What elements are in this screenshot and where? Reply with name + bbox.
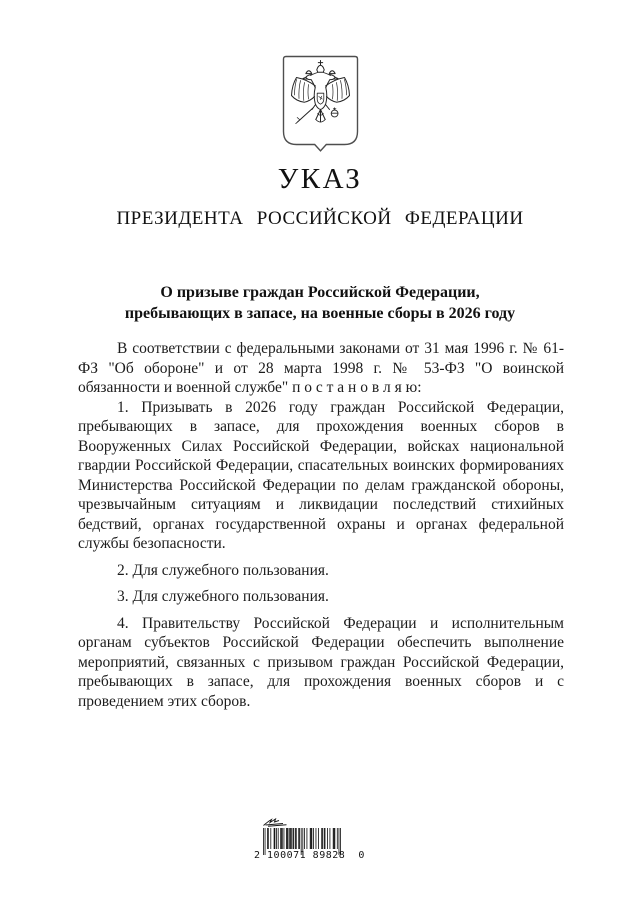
document-title: УКАЗ <box>277 163 363 195</box>
paragraph-preamble: В соответствии с федеральными законами от 31 мая 1996 г. № 61-ФЗ "Об обороне" и от 28 марта 1998 г. № 53-ФЗ "О воинской обязанности и военной службе" п о с т а н о в л я ю: <box>78 340 564 396</box>
document-subject <box>0 282 640 324</box>
publication-barcode <box>254 816 365 861</box>
russian-coat-of-arms-icon <box>282 55 359 152</box>
emblem-frame <box>284 57 358 151</box>
double-headed-eagle <box>292 61 350 124</box>
document-issuer: ПРЕЗИДЕНТА РОССИЙСКОЙ ФЕДЕРАЦИИ <box>116 208 524 229</box>
paragraph-item-4: 4. Правительству Российской Федерации и исполнительным органам субъектов Российской Федерации обеспечить выполнение мероприятий, связанных с призывом граждан Российской Федерации, пребывающих в запасе, для прохождения военных сборов и с проведением этих сборов. <box>78 614 564 710</box>
scribble-mark-icon <box>262 816 288 827</box>
paragraph-item-2: 2. Для служебного пользования. <box>117 561 329 579</box>
document-body <box>78 339 564 711</box>
barcode-digits: 2 100071 89828 0 <box>254 850 365 861</box>
subject-line-1: О призыве граждан Российской Федерации, <box>160 284 480 301</box>
russian-coat-of-arms-emblem <box>282 55 359 152</box>
subject-line-2: пребывающих в запасе, на военные сборы в 2026 году <box>124 305 516 322</box>
paragraph-item-3: 3. Для служебного пользования. <box>117 588 329 605</box>
paragraph-item-1: 1. Призывать в 2026 году граждан Российской Федерации, пребывающих в запасе, для прохождения военных сборов в Вооруженных Силах Российской Федерации, войсках национальной гвардии Российской Федерации, спасательных воинских формированиях Министерства Российской Федерации по делам гражданской обороны, чрезвычайным ситуациям и ликвидации последствий стихийных бедствий, органах государственной охраны и органах федеральной службы безопасности. <box>78 398 564 552</box>
